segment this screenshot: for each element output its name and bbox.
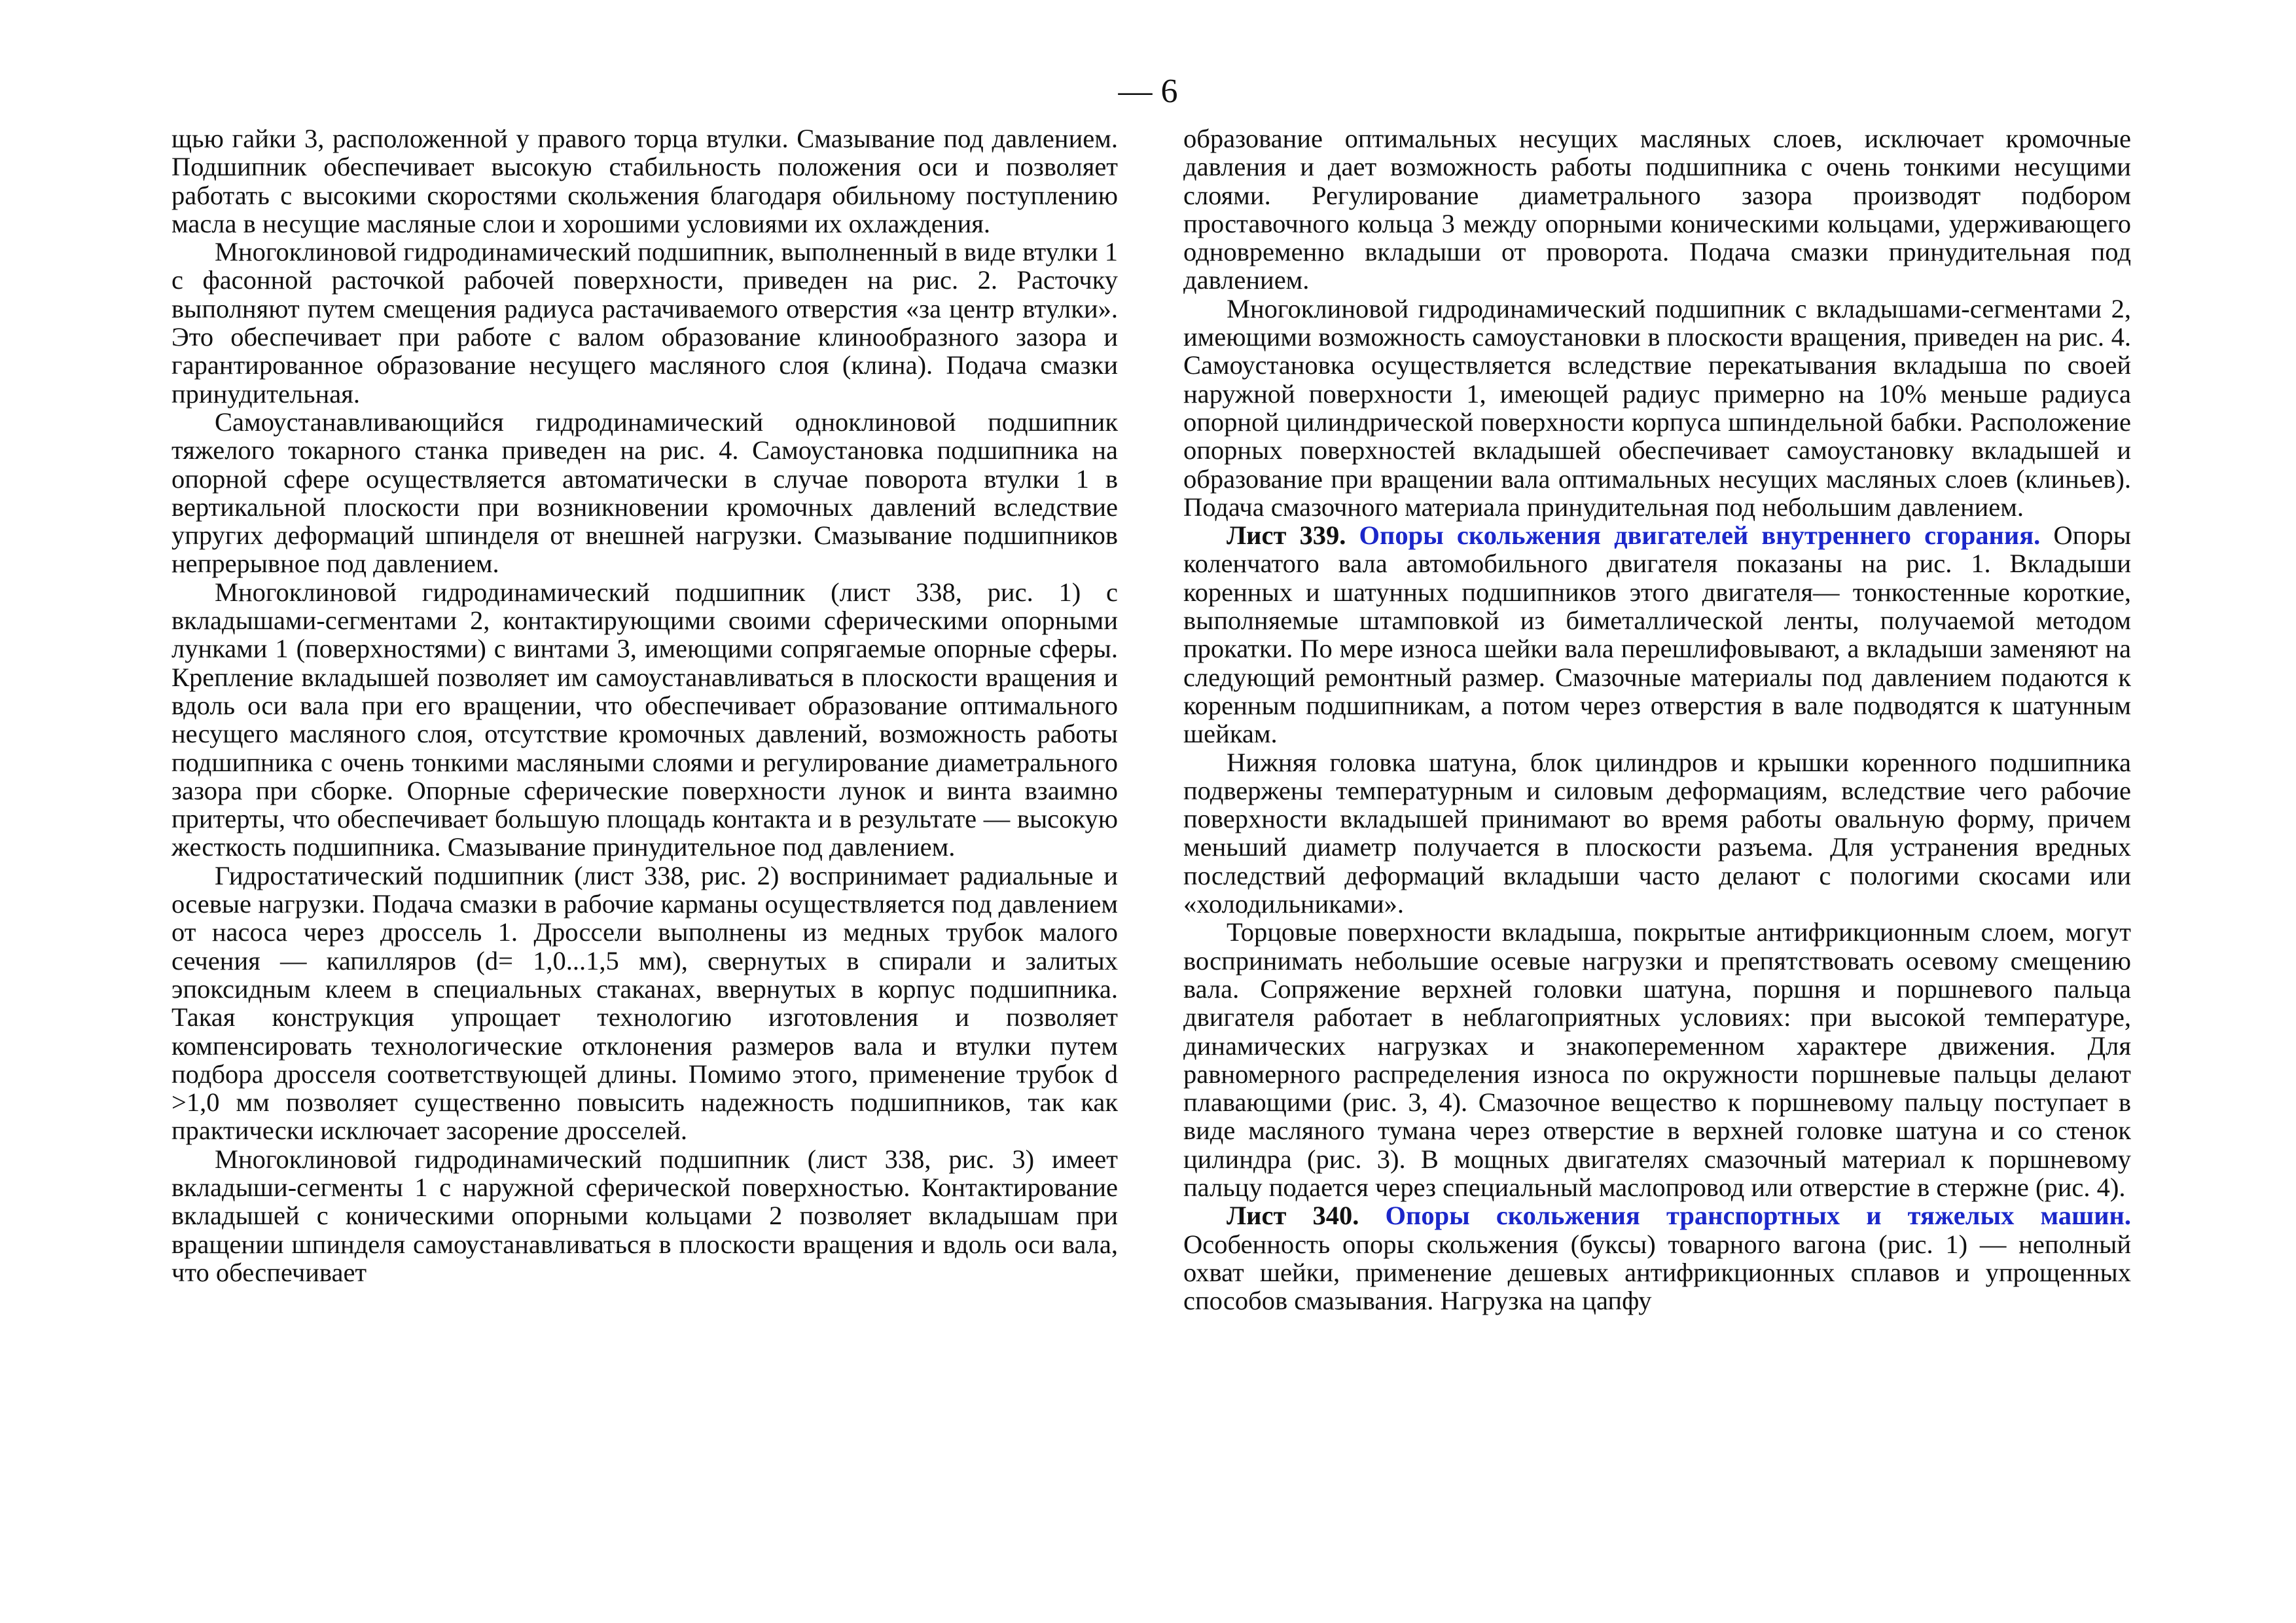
paragraph-text: Опоры коленчатого вала автомобильного двигателя показаны на рис. 1. Вкладыши коренных и шатунных подшипников этого двигателя— тонкостенные короткие, выполняемые штамповкой из биметаллической ленты, получаемой методом прокатки. По мере износа шейки вала перешлифовывают, а вкладыши заменяют на следующий ремонтный размер. Смазочные материалы под давлением подаются к коренным подшипникам, а потом через отверстия в вале подводятся к шатунным шейкам. — [1183, 520, 2132, 749]
sheet-340-label: Лист 340. — [1227, 1201, 1359, 1231]
paragraph: Многоклиновой гидродинамический подшипник с вкладышами-сегментами 2, имеющими возможность самоустановки в плоскости вращения, приведен на рис. 4. Самоустановка осуществляется вследствие перекатывания вкладыша по своей наружной поверхности 1, имеющей радиус примерно на 10% меньше радиуса опорной цилиндрической поверхности корпуса шпиндельной бабки. Расположение опорных поверхностей вкладышей обеспечивает самоустановку вкладышей и образование при вращении вала оптимальных несущих масляных слоев (клиньев). Подача смазочного материала принудительная под небольшим давлением. — [1183, 293, 2131, 522]
paragraph: Торцовые поверхности вкладыша, покрытые антифрикционным слоем, могут воспринимать небольшие осевые нагрузки и препятствовать осевому смещению вала. Сопряжение верхней головки шатуна, поршня и поршневого пальца двигателя работает в неблагоприятных условиях: при высокой температуре, динамических нагрузках и знакопеременном характере движения. Для равномерного распределения износа по окружности поршневые пальцы делают плавающими (рис. 3, 4). Смазочное вещество к поршневому пальцу поступает в виде масляного тумана через отверстие в верхней головке шатуна и со стенок цилиндра (рис. 3). В мощных двигателях смазочный материал к поршневому пальцу подается через специальный маслопровод или отверстие в стержне (рис. 4). — [1183, 917, 2131, 1202]
right-column — [1183, 124, 2131, 1315]
paragraph-text: Особенность опоры скольжения (буксы) товарного вагона (рис. 1) — неполный охват шейки, применение дешевых антифрикционных сплавов и упрощенных способов смазывания. Нагрузка на цапфу — [1183, 1229, 2131, 1316]
paragraph: Нижняя головка шатуна, блок цилиндров и крышки коренного подшипника подвержены температурным и силовым деформациям, вследствие чего рабочие поверхности вкладышей принимают во время работы овальную форму, причем меньший диаметр получается в плоскости разъема. Для устранения вредных последствий деформаций вкладыши часто делают с пологими скосами или «холодильниками». — [1183, 747, 2131, 919]
sheet-340-title-link[interactable]: Опоры скольжения транспортных и тяжелых машин. — [1385, 1201, 2131, 1231]
sheet-339-label: Лист 339. — [1227, 520, 1346, 551]
paragraph: Многоклиновой гидродинамический подшипник, выполненный в виде втулки 1 с фасонной расточкой рабочей поверхности, приведен на рис. 2. Расточку выполняют путем смещения радиуса растачиваемого отверстия «за центр втулки». Это обеспечивает при работе с валом образование клинообразного зазора и гарантированное образование несущего масляного слоя (клина). Подача смазки принудительная. — [171, 237, 1118, 409]
paragraph: щью гайки 3, расположенной у правого торца втулки. Смазывание под давлением. Подшипник обеспечивает высокую стабильность положения оси и позволяет работать с высокими скоростями скольжения благодаря обильному поступлению масла в несущие масляные слои и хорошими условиями их охлаждения. — [171, 124, 1118, 238]
paragraph: Гидростатический подшипник (лист 338, рис. 2) воспринимает радиальные и осевые нагрузки. Подача смазки в рабочие карманы осуществляется под давлением от насоса через дроссель 1. Дроссели выполнены из медных трубок малого сечения — капилляров (d= 1,0...1,5 мм), свернутых в спирали и залитых эпоксидным клеем в специальных стаканах, ввернутых в корпус подшипника. Такая конструкция упрощает технологию изготовления и позволяет компенсировать технологические отклонения размеров вала и втулки путем подбора дросселя соответствующей длины. Помимо этого, применение трубок d >1,0 мм позволяет существенно повысить надежность подшипников, так как практически исключает засорение дросселей. — [171, 860, 1118, 1146]
left-column — [171, 124, 1118, 1286]
page-number: — 6 — [1118, 73, 1178, 110]
paragraph: Многоклиновой гидродинамический подшипник (лист 338, рис. 3) имеет вкладыши-сегменты 1 с наружной сферической поверхностью. Контактирование вкладышей с коническими опорными кольцами 2 позволяет вкладышам при вращении шпинделя самоустанавливаться в плоскости вращения и вдоль оси вала, что обеспечивает — [171, 1144, 1118, 1287]
paragraph: Самоустанавливающийся гидродинамический одноклиновой подшипник тяжелого токарного станка приведен на рис. 4. Самоустановка подшипника на опорной сфере осуществляется автоматически в случае поворота втулки 1 в вертикальной плоскости при возникновении кромочных давлений вследствие упругих деформаций шпинделя от внешней нагрузки. Смазывание подшипников непрерывное под давлением. — [171, 407, 1118, 579]
sheet-339-paragraph — [1183, 521, 2131, 748]
paragraph: Многоклиновой гидродинамический подшипник (лист 338, рис. 1) с вкладышами-сегментами 2, контактирующими своими сферическими опорными лунками 1 (поверхностями) с винтами 3, имеющими сопрягаемые опорные сферы. Крепление вкладышей позволяет им самоустанавливаться в плоскости вращения и вдоль оси вала при его вращении, что обеспечивает образование оптимального несущего масляного слоя, отсутствие кромочных давлений, возможность работы подшипника с очень тонкими масляными слоями и регулирование диаметрального зазора при сборке. Опорные сферические поверхности лунок и винта взаимно притерты, что обеспечивает большую площадь контакта и в результате — высокую жесткость подшипника. Смазывание принудительное под давлением. — [171, 577, 1118, 862]
sheet-340-paragraph — [1183, 1201, 2131, 1315]
paragraph: образование оптимальных несущих масляных слоев, исключает кромочные давления и дает возможность работы подшипника с очень тонкими несущими слоями. Регулирование диаметрального зазора производят подбором проставочного кольца 3 между опорными коническими кольцами, удерживающего одновременно вкладыши от проворота. Подача смазки принудительная под давлением. — [1183, 124, 2131, 295]
sheet-339-title-link[interactable]: Опоры скольжения двигателей внутреннего сгорания. — [1359, 520, 2041, 551]
